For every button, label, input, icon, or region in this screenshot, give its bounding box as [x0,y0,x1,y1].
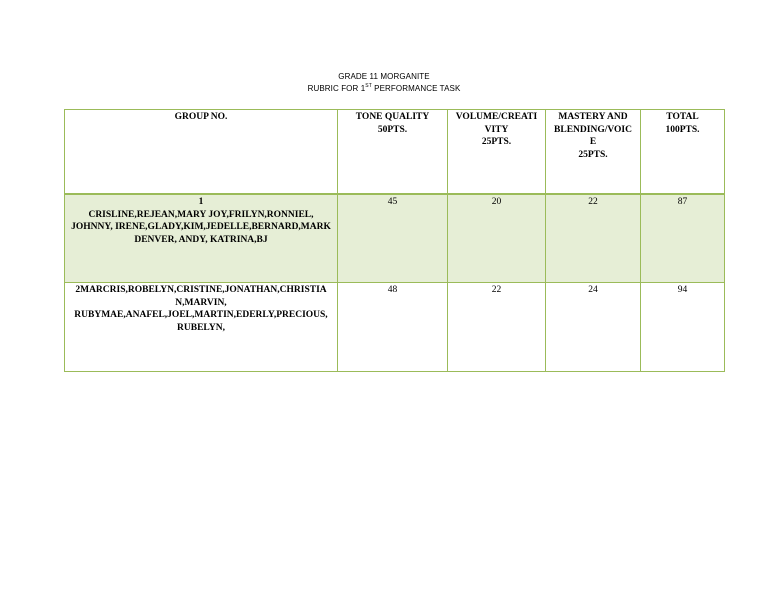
header-line: 25PTS. [481,137,512,147]
volume-creativity-score: 22 [448,283,546,372]
document-title: GRADE 11 MORGANITE [338,72,430,81]
rubric-table [64,109,725,372]
total-score: 94 [641,283,725,372]
header-line: 50PTS. [377,124,408,135]
group-cell [65,194,338,283]
document-subtitle [0,83,768,94]
group-line: RUBELYN, [177,322,225,333]
header-group-no [65,110,338,195]
header-line: 25PTS. [578,149,608,160]
group-line: RUBYMAE,ANAFEL,JOEL,MARTIN,EDERLY,PRECIOUS, [74,310,328,320]
header-line: VOLUME/CREATI [455,112,538,122]
header-mastery-blending [546,110,641,195]
table-row [65,194,725,283]
subtitle-suffix: PERFORMANCE TASK [371,84,461,93]
tone-quality-score: 45 [338,194,448,283]
header-line: TOTAL [666,112,699,122]
mastery-blending-score: 22 [546,194,641,283]
tone-quality-score: 48 [338,283,448,372]
group-cell [65,283,338,372]
group-line: CRISLINE,REJEAN,MARY JOY,FRILYN,RONNIEL, [88,209,314,220]
header-line: TONE QUALITY [355,112,430,122]
group-line: DENVER, ANDY, KATRINA,BJ [134,234,268,245]
header-volume-creativity [448,110,546,195]
table-header-row [65,110,725,195]
header-line: GROUP NO. [174,112,228,122]
table-row [65,283,725,372]
header-tone-quality [338,110,448,195]
header-line: E [589,137,597,147]
total-score: 87 [641,194,725,283]
subtitle-superscript: ST [365,83,372,89]
header-line: MASTERY AND [558,112,628,122]
volume-creativity-score: 20 [448,194,546,283]
header-line: 100PTS. [665,124,700,135]
subtitle-prefix: RUBRIC FOR 1 [307,84,366,93]
group-line: N,MARVIN, [175,297,227,308]
header-line: BLENDING/VOIC [554,124,632,135]
group-line: 1 [198,197,204,207]
mastery-blending-score: 24 [546,283,641,372]
header-line: VITY [484,124,509,135]
group-line: 2MARCRIS,ROBELYN,CRISTINE,JONATHAN,CHRISTIA [75,285,327,295]
group-line: JOHNNY, IRENE,GLADY,KIM,JEDELLE,BERNARD,MARK [71,222,331,232]
header-total [641,110,725,195]
